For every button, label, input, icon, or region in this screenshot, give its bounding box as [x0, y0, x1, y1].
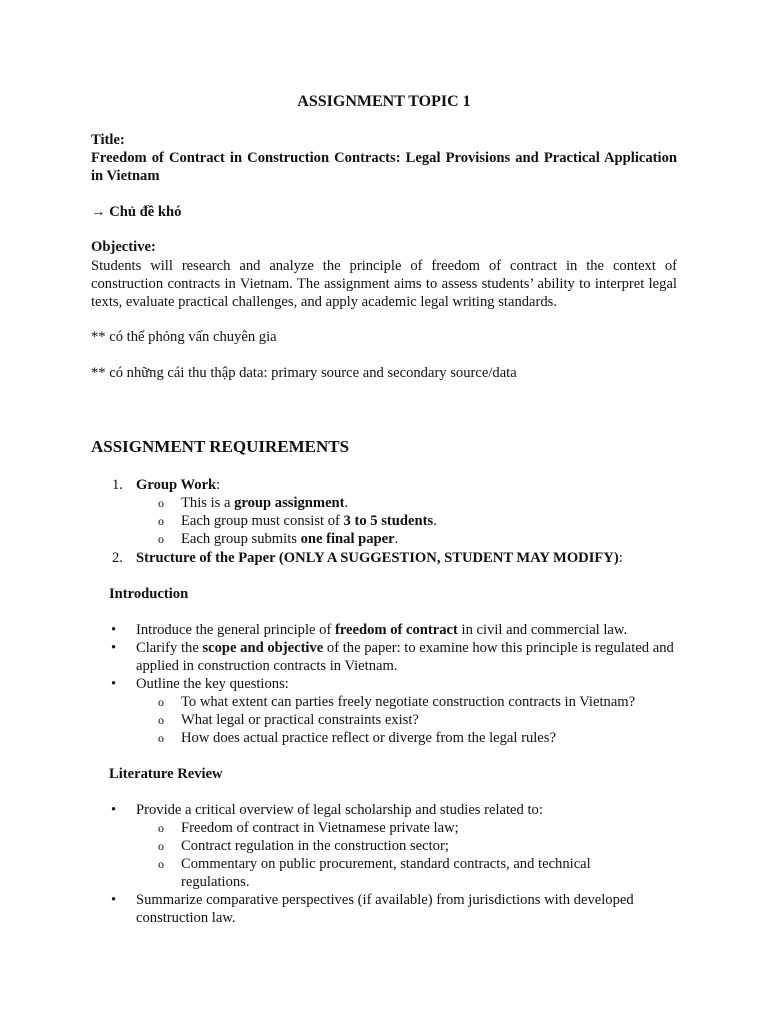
- note-data: ** có những cái thu thập data: primary source and secondary source/data: [91, 365, 517, 381]
- introduction-list: [91, 621, 677, 747]
- list-item: [91, 639, 677, 675]
- bold-text: one final paper: [300, 531, 395, 547]
- text: Outline the key questions:: [136, 676, 289, 692]
- bullet-icon: •: [111, 622, 117, 638]
- title-label: Title:: [91, 132, 125, 148]
- sub-bullet-icon: o: [158, 695, 164, 709]
- text: Summarize comparative perspectives (if available) from jurisdictions with developed construction law.: [136, 892, 634, 926]
- sub-bullet-icon: o: [158, 839, 164, 853]
- assignment-title: Freedom of Contract in Construction Contracts: Legal Provisions and Practical Application in Vietnam: [91, 150, 677, 184]
- text: Contract regulation in the construction sector;: [181, 838, 449, 854]
- objective-label: Objective:: [91, 239, 156, 255]
- sub-bullet-icon: o: [158, 857, 164, 871]
- item-number: 2.: [112, 550, 123, 566]
- item-label: Structure of the Paper (ONLY A SUGGESTION, STUDENT MAY MODIFY): [136, 550, 619, 566]
- difficulty-note-text: Chủ đề khó: [109, 204, 182, 220]
- list-item: [91, 494, 677, 512]
- sub-bullet-icon: o: [158, 731, 164, 745]
- list-item: [91, 530, 677, 548]
- bold-text: 3 to 5 students: [343, 513, 434, 529]
- list-item: [91, 711, 677, 729]
- text: What legal or practical constraints exist?: [181, 712, 419, 728]
- difficulty-note: [91, 203, 677, 221]
- bullet-icon: •: [111, 676, 117, 692]
- sub-bullet-icon: o: [158, 713, 164, 727]
- sub-bullet-icon: o: [158, 532, 164, 546]
- bold-text: freedom of contract: [334, 622, 458, 638]
- literature-heading: Literature Review: [109, 766, 223, 782]
- sub-bullet-icon: o: [158, 496, 164, 510]
- text: Provide a critical overview of legal scholarship and studies related to:: [136, 802, 543, 818]
- bold-text: scope and objective: [202, 640, 324, 656]
- bullet-icon: •: [111, 640, 117, 656]
- text: How does actual practice reflect or diverge from the legal rules?: [181, 730, 556, 746]
- text: Commentary on public procurement, standard contracts, and technical regulations.: [181, 856, 591, 890]
- text: To what extent can parties freely negotiate construction contracts in Vietnam?: [181, 694, 636, 710]
- text: This is a: [181, 495, 235, 511]
- list-item: [91, 693, 677, 711]
- bold-text: group assignment: [234, 495, 345, 511]
- document-title: ASSIGNMENT TOPIC 1: [297, 93, 471, 110]
- bullet-icon: •: [111, 802, 117, 818]
- sub-bullet-icon: o: [158, 821, 164, 835]
- text: Each group must consist of: [181, 513, 344, 529]
- note-interview: ** có thể phỏng vấn chuyên gia: [91, 329, 277, 345]
- item-label: Group Work: [136, 477, 217, 493]
- text: .: [394, 531, 399, 547]
- text: .: [433, 513, 437, 529]
- bullet-icon: •: [111, 892, 117, 908]
- text: Freedom of contract in Vietnamese private law;: [181, 820, 459, 836]
- item-suffix: :: [216, 477, 221, 493]
- introduction-heading: Introduction: [109, 586, 189, 602]
- text: Each group submits: [181, 531, 301, 547]
- item-suffix: :: [618, 550, 623, 566]
- arrow-right-icon: →: [91, 204, 106, 220]
- list-item: [91, 729, 677, 747]
- text: .: [344, 495, 349, 511]
- list-item: [91, 675, 677, 693]
- item-number: 1.: [112, 477, 123, 493]
- text: of the paper: to examine how this principle is regulated and applied in construction contracts in Vietnam.: [136, 640, 674, 674]
- list-item: [91, 621, 677, 639]
- list-item-group-work: [91, 476, 677, 494]
- list-item: [91, 512, 677, 530]
- objective-text: Students will research and analyze the principle of freedom of contract in the context of construction contracts in Vietnam. The assignment aims to assess students’ ability to interpret legal texts, evaluate practical challenges, and apply academic legal writing standards.: [91, 258, 677, 310]
- literature-list: [91, 801, 677, 927]
- list-item: [91, 855, 677, 891]
- requirements-heading: ASSIGNMENT REQUIREMENTS: [91, 437, 350, 456]
- text: in civil and commercial law.: [457, 622, 628, 638]
- text: Introduce the general principle of: [136, 622, 335, 638]
- text: Clarify the: [136, 640, 203, 656]
- list-item: [91, 891, 677, 927]
- list-item: [91, 801, 677, 819]
- requirements-list: [91, 476, 677, 567]
- list-item-structure: [91, 549, 677, 567]
- sub-bullet-icon: o: [158, 514, 164, 528]
- list-item: [91, 819, 677, 837]
- list-item: [91, 837, 677, 855]
